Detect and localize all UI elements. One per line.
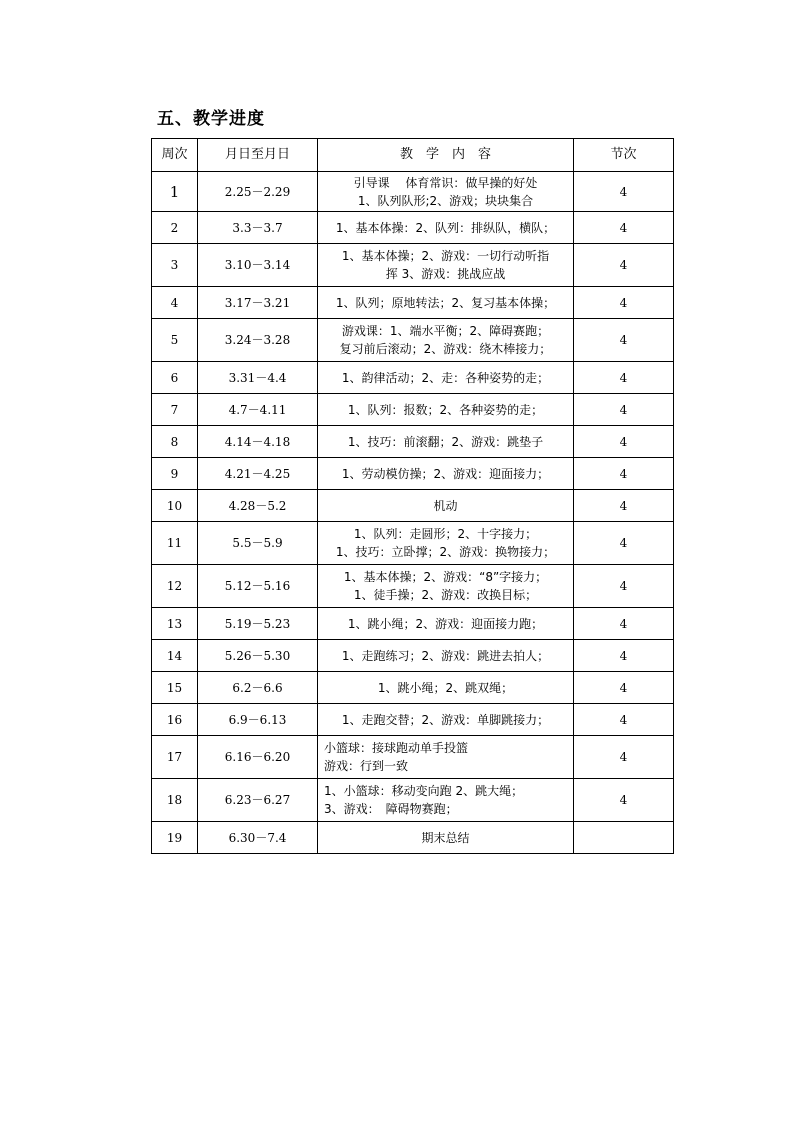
lesson-content-line: 机动 [433, 498, 458, 513]
lesson-content [318, 522, 574, 565]
date-range: 5.26－5.30 [198, 640, 318, 672]
date-range: 3.31－4.4 [198, 362, 318, 394]
lesson-content-line: 游戏课：1、端水平衡；2、障碍赛跑； [341, 324, 550, 338]
lesson-content [318, 608, 574, 640]
table-row [152, 779, 674, 822]
header-week: 周次 [152, 139, 198, 172]
lesson-content-line: 1、队列；原地转法；2、复习基本体操； [335, 295, 556, 310]
lesson-content [318, 779, 574, 822]
lesson-content [318, 319, 574, 362]
lesson-content [318, 172, 574, 212]
week-number: 19 [152, 822, 198, 854]
lesson-hours [574, 822, 674, 854]
table-row [152, 212, 674, 244]
lesson-hours: 4 [574, 522, 674, 565]
week-number: 11 [152, 522, 198, 565]
lesson-hours: 4 [574, 704, 674, 736]
table-row [152, 319, 674, 362]
lesson-content [318, 287, 574, 319]
lesson-content-line: 1、基本体操；2、游戏：“8”字接力； [343, 570, 548, 584]
date-range: 5.5－5.9 [198, 522, 318, 565]
week-number: 3 [152, 244, 198, 287]
lesson-hours: 4 [574, 608, 674, 640]
date-range: 3.24－3.28 [198, 319, 318, 362]
week-number: 16 [152, 704, 198, 736]
table-row [152, 672, 674, 704]
lesson-content [318, 490, 574, 522]
date-range: 4.7－4.11 [198, 394, 318, 426]
lesson-content-line: 1、韵律活动；2、走：各种姿势的走； [341, 370, 550, 385]
table-row [152, 458, 674, 490]
lesson-content-line: 1、跳小绳；2、跳双绳； [377, 680, 514, 695]
lesson-hours: 4 [574, 458, 674, 490]
table-row [152, 362, 674, 394]
lesson-hours: 4 [574, 212, 674, 244]
lesson-hours: 4 [574, 426, 674, 458]
lesson-hours: 4 [574, 244, 674, 287]
teaching-schedule-table [151, 138, 674, 854]
date-range: 6.9－6.13 [198, 704, 318, 736]
lesson-content-line: 1、小篮球：移动变向跑 2、跳大绳； [324, 784, 524, 798]
week-number: 2 [152, 212, 198, 244]
lesson-content [318, 672, 574, 704]
lesson-hours: 4 [574, 490, 674, 522]
date-range: 3.17－3.21 [198, 287, 318, 319]
week-number: 1 [152, 172, 198, 212]
header-dates: 月日至月日 [198, 139, 318, 172]
table-row [152, 704, 674, 736]
lesson-content-line: 引导课 体育常识：做早操的好处 [353, 175, 538, 190]
header-content: 教 学 内 容 [318, 139, 574, 172]
lesson-content [318, 394, 574, 426]
week-number: 13 [152, 608, 198, 640]
date-range: 4.14－4.18 [198, 426, 318, 458]
date-range: 6.2－6.6 [198, 672, 318, 704]
lesson-content-line: 1、技巧：前滚翻；2、游戏：跳垫子 [347, 434, 544, 449]
date-range: 2.25－2.29 [198, 172, 318, 212]
lesson-hours: 4 [574, 672, 674, 704]
lesson-content-line: 1、队列队形;2、游戏；块块集合 [357, 193, 534, 208]
lesson-content-line: 1、跳小绳；2、游戏：迎面接力跑； [347, 616, 544, 631]
lesson-content-line: 游戏：行到一致 [324, 759, 409, 773]
lesson-content-line: 1、走跑练习；2、游戏：跳进去拍人； [341, 648, 550, 663]
table-row [152, 172, 674, 212]
lesson-content [318, 244, 574, 287]
lesson-content-line: 1、基本体操；2、游戏：一切行动听指 [341, 249, 550, 263]
week-number: 10 [152, 490, 198, 522]
lesson-hours: 4 [574, 287, 674, 319]
lesson-content-line: 1、走跑交替；2、游戏：单脚跳接力； [341, 712, 550, 727]
week-number: 6 [152, 362, 198, 394]
table-row [152, 565, 674, 608]
table-row [152, 426, 674, 458]
table-row [152, 490, 674, 522]
page-heading: 五、教学进度 [157, 109, 265, 129]
table-row [152, 394, 674, 426]
lesson-content-line: 1、队列：报数；2、各种姿势的走； [347, 402, 544, 417]
table-row [152, 287, 674, 319]
lesson-content-line: 1、劳动模仿操；2、游戏：迎面接力； [341, 466, 550, 481]
lesson-hours: 4 [574, 565, 674, 608]
lesson-hours: 4 [574, 394, 674, 426]
header-hours: 节次 [574, 139, 674, 172]
lesson-hours: 4 [574, 319, 674, 362]
date-range: 4.28－5.2 [198, 490, 318, 522]
lesson-hours: 4 [574, 736, 674, 779]
lesson-content-line: 1、队列：走圆形；2、十字接力； [353, 527, 538, 541]
week-number: 17 [152, 736, 198, 779]
lesson-content [318, 362, 574, 394]
lesson-content [318, 212, 574, 244]
lesson-content-line: 3、游戏： 障碍物赛跑； [324, 802, 458, 816]
lesson-content-line: 挥 3、游戏：挑战应战 [385, 267, 506, 281]
date-range: 6.30－7.4 [198, 822, 318, 854]
date-range: 6.16－6.20 [198, 736, 318, 779]
lesson-content [318, 458, 574, 490]
lesson-content-line: 期末总结 [421, 830, 470, 845]
lesson-content [318, 822, 574, 854]
table-row [152, 608, 674, 640]
table-row [152, 822, 674, 854]
lesson-content [318, 426, 574, 458]
week-number: 15 [152, 672, 198, 704]
lesson-content-line: 1、技巧：立卧撑；2、游戏：换物接力； [335, 545, 556, 559]
date-range: 3.10－3.14 [198, 244, 318, 287]
week-number: 7 [152, 394, 198, 426]
date-range: 4.21－4.25 [198, 458, 318, 490]
lesson-content [318, 640, 574, 672]
lesson-hours: 4 [574, 172, 674, 212]
lesson-content-line: 复习前后滚动；2、游戏：绕木棒接力； [339, 342, 552, 356]
week-number: 18 [152, 779, 198, 822]
lesson-content [318, 565, 574, 608]
table-row [152, 736, 674, 779]
table-row [152, 522, 674, 565]
table-row [152, 640, 674, 672]
lesson-hours: 4 [574, 362, 674, 394]
week-number: 4 [152, 287, 198, 319]
week-number: 14 [152, 640, 198, 672]
lesson-content [318, 704, 574, 736]
week-number: 8 [152, 426, 198, 458]
lesson-content-line: 1、徒手操；2、游戏：改换目标； [353, 588, 538, 602]
date-range: 5.19－5.23 [198, 608, 318, 640]
lesson-content-line: 小篮球：接球跑动单手投篮 [324, 741, 469, 755]
date-range: 5.12－5.16 [198, 565, 318, 608]
week-number: 5 [152, 319, 198, 362]
lesson-hours: 4 [574, 779, 674, 822]
table-header-row [152, 139, 674, 172]
date-range: 3.3－3.7 [198, 212, 318, 244]
lesson-content [318, 736, 574, 779]
table-body [152, 172, 674, 854]
date-range: 6.23－6.27 [198, 779, 318, 822]
lesson-content-line: 1、基本体操：2、队列：排纵队，横队； [335, 220, 556, 235]
lesson-hours: 4 [574, 640, 674, 672]
week-number: 12 [152, 565, 198, 608]
table-row [152, 244, 674, 287]
week-number: 9 [152, 458, 198, 490]
